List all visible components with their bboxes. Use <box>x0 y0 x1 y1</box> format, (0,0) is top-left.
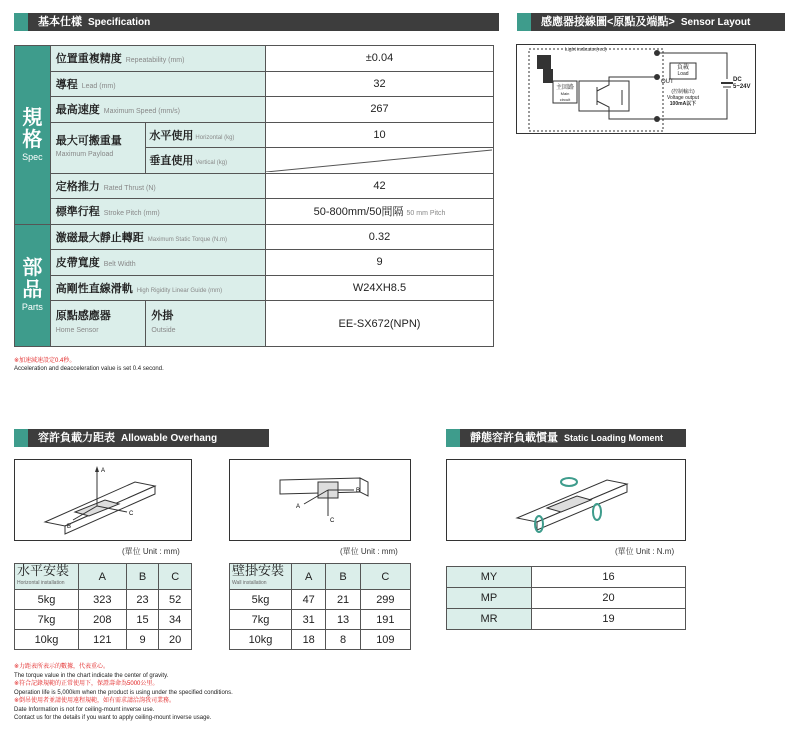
static-moment-figure <box>446 459 686 541</box>
sensor-header: 感應器接線圖<原點及端點> Sensor Layout <box>517 13 785 31</box>
max-speed-value: 267 <box>266 97 494 123</box>
static-moment-table <box>446 566 686 630</box>
horizontal-unit-label: (單位 Unit : mm) <box>122 547 180 556</box>
svg-text:B: B <box>356 488 361 494</box>
belt-width-value: 9 <box>266 250 494 276</box>
light-indicator-label: Light indicator(red) <box>565 47 607 53</box>
static-torque-label: 激磁最大靜止轉距 Maximum Static Torque (N.m) <box>50 224 265 250</box>
static-unit-label: (單位 Unit : N.m) <box>615 547 675 556</box>
col-b: B <box>326 564 360 590</box>
horizontal-install-header: 水平安裝 Horizontal installation <box>15 564 79 590</box>
wall-install-table <box>229 563 411 650</box>
out-label: OUT <box>661 79 674 85</box>
repeatability-label: 位置重複精度 Repeatability (mm) <box>50 46 265 72</box>
table-row: MP 20 <box>447 588 686 609</box>
max-speed-label: 最高速度 Maximum Speed (mm/s) <box>50 97 265 123</box>
svg-text:C: C <box>330 518 335 524</box>
col-a: A <box>292 564 326 590</box>
side-parts-label: 部品 Parts <box>15 224 51 347</box>
horizontal-install-table <box>14 563 192 650</box>
table-row: MY 16 <box>447 567 686 588</box>
payload-vertical-label: 垂直使用 Vertical (kg) <box>146 148 266 174</box>
table-row: 5kg 47 21 299 <box>230 590 411 610</box>
thrust-label: 定格推力 Rated Thrust (N) <box>50 173 265 199</box>
side-spec-label: 規格 Spec <box>15 46 51 225</box>
lead-value: 32 <box>266 71 494 97</box>
wall-overhang-figure <box>229 459 411 541</box>
home-sensor-label: 原點感應器 Home Sensor <box>50 301 146 347</box>
table-row: 5kg 323 23 52 <box>15 590 192 610</box>
svg-text:B: B <box>67 524 72 530</box>
sensor-wiring-diagram <box>516 44 756 134</box>
svg-text:A: A <box>101 468 106 474</box>
table-row: 7kg 208 15 34 <box>15 610 192 630</box>
home-sensor-outside-label: 外掛 Outside <box>146 301 266 347</box>
horizontal-overhang-figure <box>14 459 192 541</box>
table-row: MR 19 <box>447 609 686 630</box>
spec-note: ※加速減速設定0.4秒。 Acceleration and deacceleration value is set 0.4 second. <box>14 358 164 372</box>
load-label: 負載 Load <box>676 65 689 77</box>
overhang-notes: ※力距表所表示的數據，代表重心。 The torque value in the chart indicate the center of gravity. ※符合記錄規範的正常使用下，保證壽命為5000公里。 Operation life is 5,000km when the product is using under the specified conditions. ※倒吊使用者並請使用遠程規範，如有需求請洽詢我司業務。 Date Information is not for ceiling-mount inverse use. Contact us for the details if you want to apply ceiling-mount inverse usage. <box>14 664 233 721</box>
table-row: 7kg 31 13 191 <box>230 610 411 630</box>
svg-text:C: C <box>129 511 134 517</box>
col-c: C <box>159 564 192 590</box>
stroke-label: 標準行程 Stroke Pitch (mm) <box>50 199 265 225</box>
payload-vertical-value <box>266 148 494 174</box>
svg-text:A: A <box>296 504 301 510</box>
repeatability-value: ±0.04 <box>266 46 494 72</box>
payload-horizontal-label: 水平使用 Horizontal (kg) <box>146 122 266 148</box>
home-sensor-value: EE-SX672(NPN) <box>266 301 494 347</box>
static-moment-header: 靜態容許負載慣量 Static Loading Moment <box>446 429 686 447</box>
wall-unit-label: (單位 Unit : mm) <box>340 547 398 556</box>
table-row: 10kg 18 8 109 <box>230 630 411 650</box>
spec-header: 基本仕樣 Specification <box>14 13 499 31</box>
static-torque-value: 0.32 <box>266 224 494 250</box>
payload-horizontal-value: 10 <box>266 122 494 148</box>
linear-guide-label: 高剛性直線滑軌 High Rigidity Linear Guide (mm) <box>50 275 265 301</box>
linear-guide-value: W24XH8.5 <box>266 275 494 301</box>
thrust-value: 42 <box>266 173 494 199</box>
dc-voltage-label: DC 5~24V <box>733 77 751 90</box>
spec-table <box>14 45 494 347</box>
belt-width-label: 皮帶寬度 Belt Width <box>50 250 265 276</box>
table-row: 10kg 121 9 20 <box>15 630 192 650</box>
main-circuit-label: 主回路 Main circuit <box>555 85 574 102</box>
overhang-header: 容許負載力距表 Allowable Overhang <box>14 429 269 447</box>
col-c: C <box>360 564 410 590</box>
col-a: A <box>79 564 127 590</box>
col-b: B <box>126 564 159 590</box>
wall-install-header: 壁掛安裝 Wall installation <box>230 564 292 590</box>
stroke-value: 50-800mm/50間隔 50 mm Pitch <box>266 199 494 225</box>
lead-label: 導程 Lead (mm) <box>50 71 265 97</box>
control-output-label: (控制輸出) Voltage output 100mA以下 <box>667 89 699 107</box>
payload-label: 最大可搬重量 Maximum Payload <box>50 122 146 173</box>
